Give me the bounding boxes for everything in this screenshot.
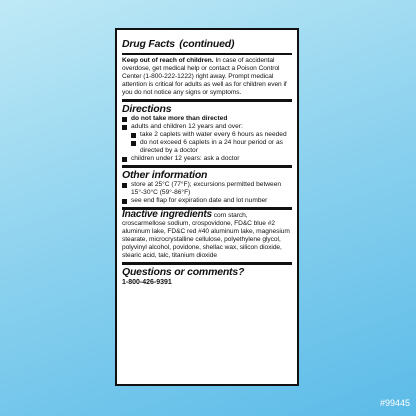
warning-bold-text: Keep out of reach of children. [122, 57, 214, 64]
bullet-square-icon [131, 133, 136, 138]
keep-out-of-reach-warning [122, 57, 292, 97]
drug-facts-continued: (continued) [179, 38, 235, 50]
other-information-item [122, 181, 292, 197]
drug-facts-title: Drug Facts [122, 38, 175, 50]
bullet-square-icon [122, 183, 127, 188]
bullet-square-icon [122, 125, 127, 130]
directions-item [122, 155, 292, 163]
inactive-ingredients-section [122, 208, 292, 263]
other-information-header: Other information [122, 169, 208, 181]
directions-sub-item [122, 139, 292, 155]
directions-sub-item-text: take 2 caplets with water every 6 hours as needed [140, 131, 287, 138]
other-information-item-text: store at 25°C (77°F); excursions permitted between 15°-30°C (59°-86°F) [131, 181, 282, 196]
directions-item [122, 123, 292, 131]
questions-header: Questions or comments? [122, 266, 245, 278]
directions-item-text: children under 12 years: ask a doctor [131, 155, 240, 162]
image-id-label: #99445 [379, 398, 410, 408]
drug-facts-title-row [122, 34, 292, 55]
directions-header: Directions [122, 103, 172, 115]
other-information-section [122, 166, 292, 208]
directions-sub-item-text: do not exceed 6 caplets in a 24 hour period or as directed by a doctor [140, 139, 283, 154]
bullet-square-icon [122, 157, 127, 162]
drug-facts-panel [115, 28, 299, 386]
questions-phone-number: 1-800-426-9391 [122, 279, 172, 286]
questions-section [122, 263, 292, 289]
inactive-ingredients-list: corn starch, croscarmellose sodium, crospovidone, FD&C blue #2 aluminum lake, FD&C red #40 aluminum lake, magnesium stearate, microcrystalline cellulose, polyethylene glycol, polyvinyl alcohol, povidone, shellac wax, silicon dioxide, stearic acid, talc, titanium dioxide [122, 212, 290, 259]
bullet-square-icon [131, 141, 136, 146]
directions-item [122, 115, 292, 123]
directions-section [122, 100, 292, 166]
other-information-item-text: see end flap for expiration date and lot number [131, 197, 268, 204]
bullet-square-icon [122, 199, 127, 204]
warning-body-text: In case of accidental overdose, get medical help or contact a Poison Control Center (1-800-222-1222) right away. Prompt medical attention is critical for adults as well as for children even if you do not notice any signs or symptoms. [122, 57, 287, 96]
other-information-item [122, 197, 292, 205]
bullet-square-icon [122, 117, 127, 122]
directions-item-text: adults and children 12 years and over: [131, 123, 243, 130]
drug-facts-section [122, 33, 292, 100]
directions-sub-item [122, 131, 292, 139]
inactive-ingredients-header: Inactive ingredients [122, 209, 212, 220]
inactive-ingredients-text [122, 211, 292, 260]
directions-item-text: do not take more than directed [131, 115, 228, 122]
